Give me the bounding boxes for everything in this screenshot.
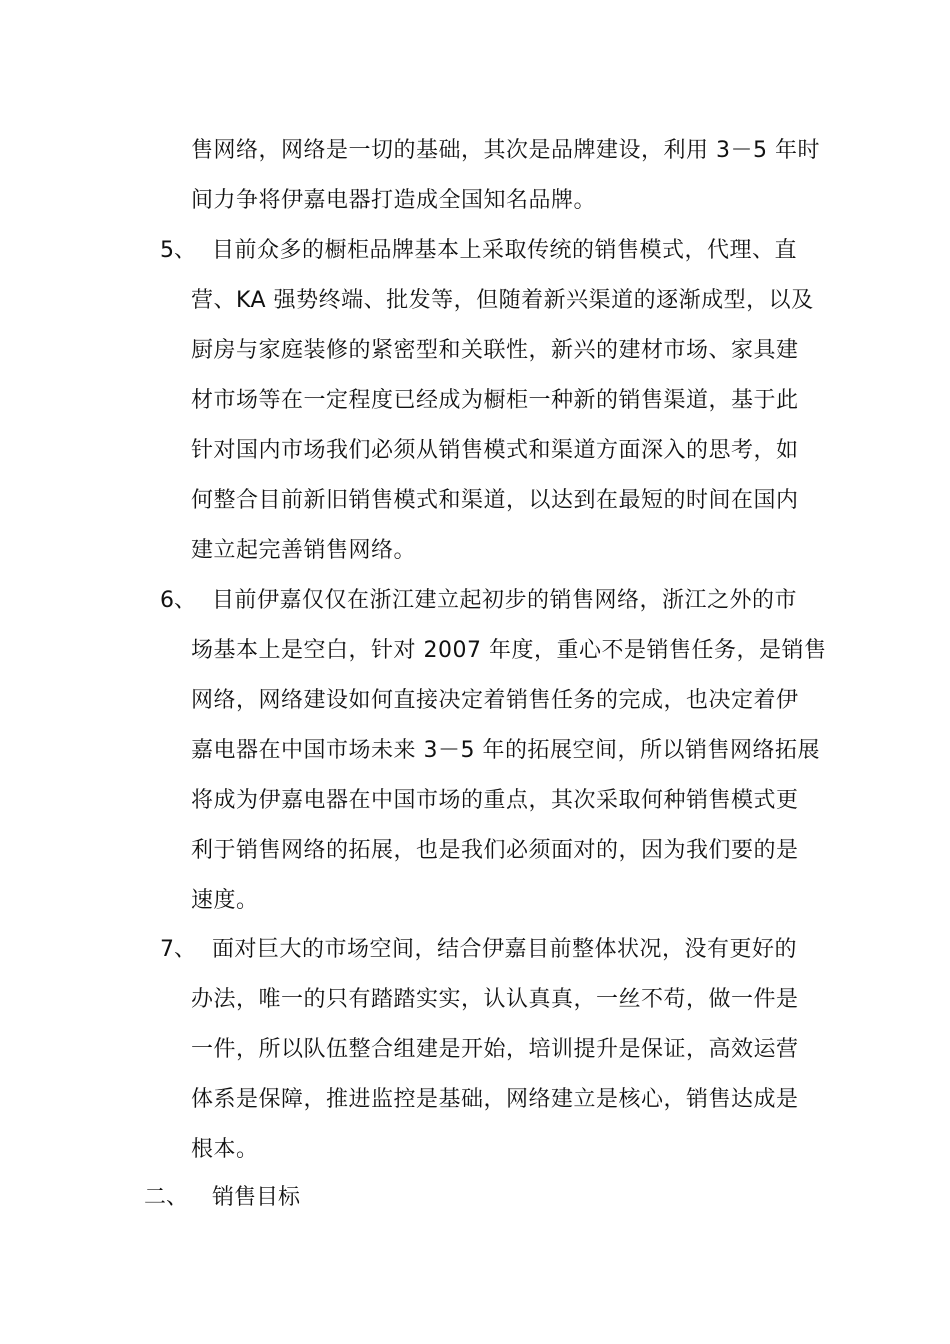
paragraph-line: 面对巨大的市场空间，结合伊嘉目前整体状况，没有更好的 (212, 937, 798, 962)
paragraph-line: 利于销售网络的拓展，也是我们必须面对的，因为我们要的是 (191, 838, 799, 863)
paragraph-line: 何整合目前新旧销售模式和渠道，以达到在最短的时间在国内 (191, 488, 799, 513)
paragraph-line: 办法，唯一的只有踏踏实实，认认真真，一丝不苟，做一件是 (191, 987, 799, 1012)
paragraph-line: 售网络，网络是一切的基础，其次是品牌建设，利用 3－5 年时 (191, 138, 820, 163)
paragraph-line: 厨房与家庭装修的紧密型和关联性，新兴的建材市场、家具建 (191, 338, 799, 363)
section-number: 二、 (144, 1185, 189, 1210)
list-item-number: 7、 (160, 937, 196, 962)
paragraph-line: 网络，网络建设如何直接决定着销售任务的完成，也决定着伊 (191, 688, 799, 713)
list-item-number: 6、 (160, 588, 196, 613)
paragraph-line: 建立起完善销售网络。 (191, 538, 417, 563)
paragraph-line: 营、KA 强势终端、批发等，但随着新兴渠道的逐渐成型，以及 (191, 288, 814, 313)
paragraph-line: 速度。 (191, 888, 259, 913)
paragraph-line: 针对国内市场我们必须从销售模式和渠道方面深入的思考，如 (191, 438, 799, 463)
paragraph-line: 根本。 (191, 1137, 259, 1162)
paragraph-line: 目前众多的橱柜品牌基本上采取传统的销售模式，代理、直 (212, 238, 798, 263)
paragraph-line: 嘉电器在中国市场未来 3－5 年的拓展空间，所以销售网络拓展 (191, 738, 820, 763)
paragraph-line: 一件，所以队伍整合组建是开始，培训提升是保证，高效运营 (191, 1037, 799, 1062)
list-item-number: 5、 (160, 238, 196, 263)
paragraph-line: 间力争将伊嘉电器打造成全国知名品牌。 (191, 188, 597, 213)
section-title: 销售目标 (212, 1185, 301, 1210)
paragraph-line: 材市场等在一定程度已经成为橱柜一种新的销售渠道，基于此 (191, 388, 799, 413)
paragraph-line: 体系是保障，推进监控是基础，网络建立是核心，销售达成是 (191, 1087, 799, 1112)
paragraph-line: 目前伊嘉仅仅在浙江建立起初步的销售网络，浙江之外的市 (212, 588, 798, 613)
paragraph-line: 场基本上是空白，针对 2007 年度，重心不是销售任务，是销售 (191, 638, 827, 663)
paragraph-line: 将成为伊嘉电器在中国市场的重点，其次采取何种销售模式更 (191, 788, 799, 813)
